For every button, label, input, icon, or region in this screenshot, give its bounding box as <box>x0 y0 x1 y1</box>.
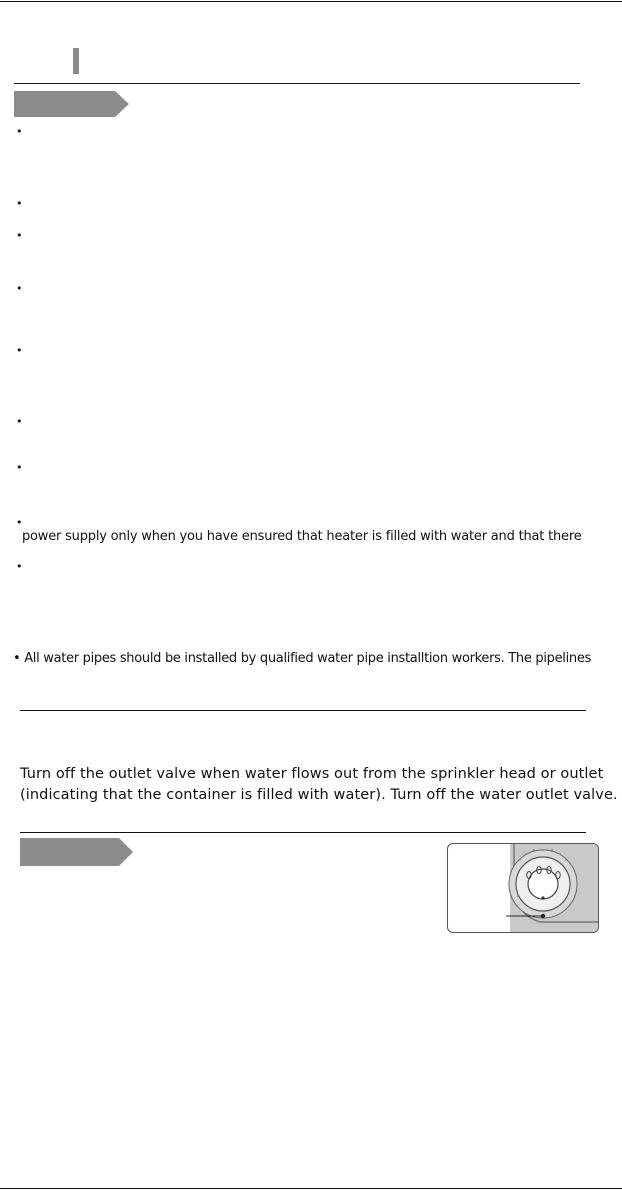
bullet-marker: • <box>16 344 23 357</box>
bottom-border <box>0 1188 622 1189</box>
bullet-marker: • <box>16 415 23 428</box>
section-divider <box>20 832 586 833</box>
bullet-marker: • <box>16 461 23 474</box>
outlet-valve-paragraph-line-1: Turn off the outlet valve when water flows out from the sprinkler head or outlet <box>20 766 604 782</box>
bullet-marker: • <box>16 560 23 573</box>
bullet-marker: • <box>16 125 23 138</box>
top-border <box>0 1 622 2</box>
bullet-marker: • <box>16 229 23 242</box>
water-pipes-line: • All water pipes should be installed by qualified water pipe installtion workers. The pipelines <box>13 651 592 666</box>
outlet-valve-paragraph-line-2: (indicating that the container is filled with water). Turn off the water outlet valve. <box>20 787 618 803</box>
heading-underline <box>14 83 580 84</box>
heading-marker <box>73 48 79 74</box>
arrow-tag-icon <box>20 838 134 866</box>
bullet-marker: • <box>16 516 23 529</box>
bullet-marker: • <box>16 282 23 295</box>
power-supply-line: power supply only when you have ensured that heater is filled with water and that there <box>22 529 582 544</box>
arrow-tag-icon <box>14 91 130 117</box>
bullet-marker: • <box>16 197 23 210</box>
thermostat-illustration <box>447 843 599 933</box>
thermostat-knob-icon <box>448 844 598 932</box>
section-divider <box>20 710 586 711</box>
